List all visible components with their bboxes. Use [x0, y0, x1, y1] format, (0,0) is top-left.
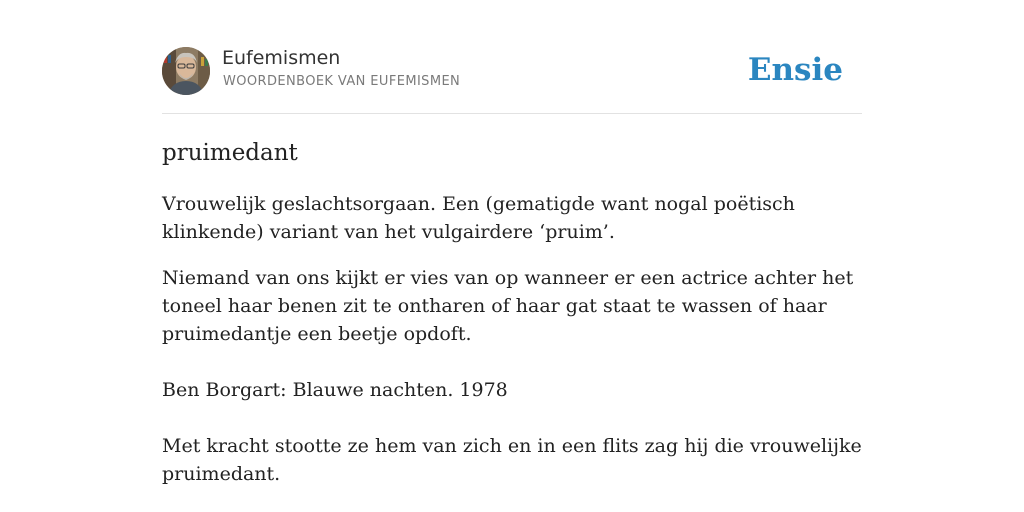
- avatar[interactable]: [162, 47, 210, 95]
- source-subtitle[interactable]: WOORDENBOEK VAN EUFEMISMEN: [223, 74, 461, 89]
- avatar-image: [162, 47, 210, 95]
- entry-content: [162, 136, 862, 488]
- entry-definition: Vrouwelijk geslachtsorgaan. Een (gematigde want nogal poëtisch klinkende) variant van het vulgairdere ‘pruim’.: [162, 193, 795, 243]
- divider: [162, 113, 862, 114]
- header: [162, 46, 862, 96]
- brand-logo[interactable]: Ensie: [747, 52, 843, 88]
- entry-example: Niemand van ons kijkt er vies van op wanneer er een actrice achter het toneel haar benen zit te ontharen of haar gat staat te wassen of haar pruimedantje een beetje opdoft. Ben Borgart: Blauwe nachten. 1978 Met kracht stootte ze hem van zich en in een flits zag hij die vrouwelijke pruimedant.: [162, 267, 862, 485]
- source-name[interactable]: Eufemismen: [222, 47, 341, 69]
- entry-term: pruimedant: [162, 140, 298, 166]
